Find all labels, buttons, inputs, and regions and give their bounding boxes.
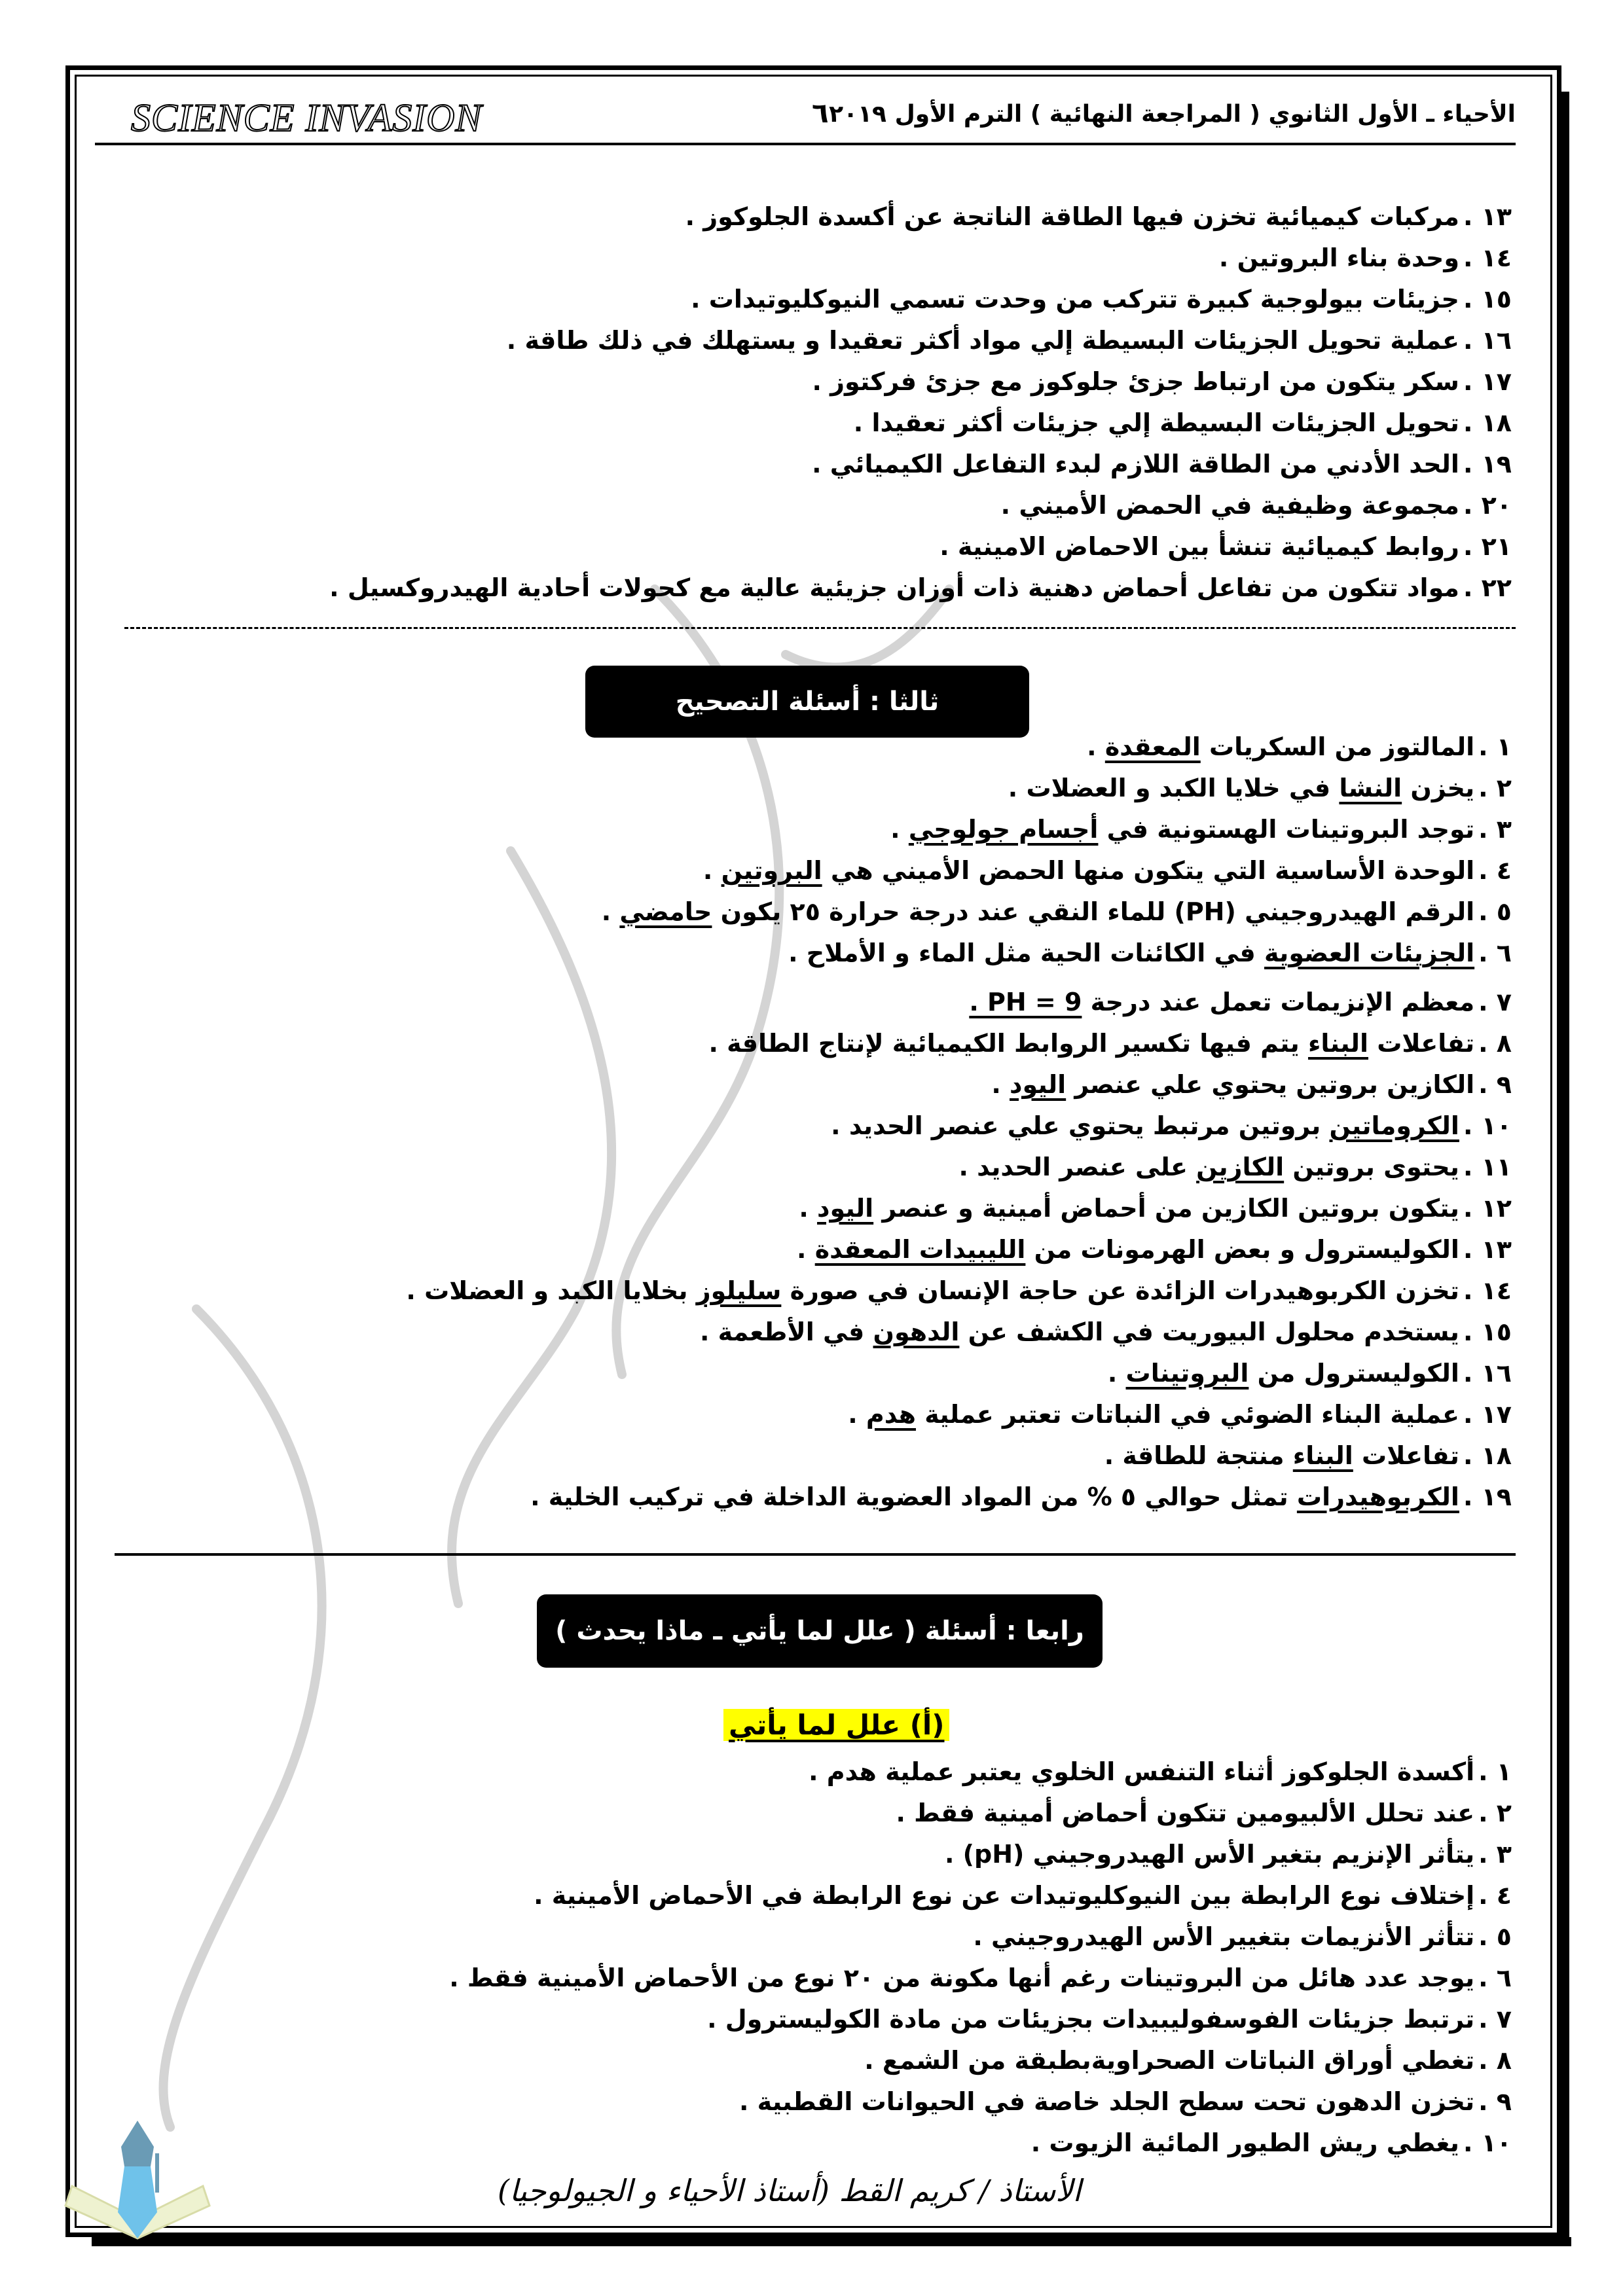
- correction-item: [406, 1394, 1512, 1435]
- underlined-word: اليود: [817, 1194, 874, 1223]
- reason-item: [449, 1875, 1512, 1916]
- item-number: ١٨ .: [1463, 408, 1512, 437]
- correction-item: [406, 1477, 1512, 1518]
- item-text: المالتوز من السكريات: [1200, 732, 1475, 761]
- term-item: [329, 444, 1512, 485]
- reason-item: [449, 1751, 1512, 1793]
- correction-item: [406, 1353, 1512, 1394]
- item-text: .: [890, 815, 909, 844]
- underlined-word: اليود: [1010, 1070, 1067, 1099]
- item-number: ٩ .: [1478, 1070, 1512, 1099]
- correction-item: [406, 1229, 1512, 1270]
- underlined-word: أجسام جولوجي: [908, 815, 1099, 844]
- underlined-word: البناء: [1292, 1441, 1353, 1470]
- item-number: ١٠ .: [1463, 2128, 1512, 2157]
- correction-item: [406, 982, 1512, 1023]
- item-text: .: [702, 856, 721, 885]
- item-text: على عنصر الحديد .: [958, 1153, 1197, 1181]
- item-number: ٥ .: [1478, 1922, 1512, 1951]
- item-number: ١٠ .: [1463, 1111, 1512, 1140]
- item-text: يتم فيها تكسير الروابط الكيميائية لإنتاج الطاقة .: [708, 1029, 1308, 1058]
- solid-divider: [115, 1553, 1516, 1556]
- term-item: [329, 526, 1512, 567]
- item-number: ١٦ .: [1463, 326, 1512, 355]
- item-text: في الكائنات الحية مثل الماء و الأملاح .: [788, 939, 1265, 967]
- correction-item: [406, 1023, 1512, 1064]
- item-number: ٢ .: [1478, 774, 1512, 802]
- item-text: .: [991, 1070, 1010, 1099]
- item-text: تمثل حوالي ٥ % من المواد العضوية الداخلة في تركيب الخلية .: [530, 1482, 1297, 1511]
- item-text: الوحدة الأساسية التي يتكون منها الحمض الأميني هي: [822, 856, 1475, 885]
- item-text: .: [1107, 1359, 1126, 1388]
- corrections-list: [406, 726, 1512, 1518]
- section-4-title: [537, 1594, 1103, 1668]
- item-number: ٢ .: [1478, 1799, 1512, 1827]
- underlined-word: البروتينات: [1125, 1359, 1249, 1388]
- item-number: ٢٠ .: [1463, 491, 1512, 520]
- item-number: ١٧ .: [1463, 367, 1512, 396]
- item-number: ٣ .: [1478, 815, 1512, 844]
- item-text: توجد البروتينات الهستونية في: [1098, 815, 1475, 844]
- correction-item: [406, 1188, 1512, 1229]
- item-text: بروتين مرتبط يحتوي علي عنصر الحديد .: [831, 1111, 1330, 1140]
- dashed-divider: [124, 627, 1516, 629]
- item-text: يستخدم محلول البيوريت في الكشف عن: [959, 1318, 1459, 1346]
- brand-name: SCIENCE INVASION: [131, 96, 483, 139]
- item-text: وحدة بناء البروتين .: [1218, 243, 1459, 272]
- item-number: ١ .: [1478, 732, 1512, 761]
- item-number: ٥ .: [1478, 897, 1512, 926]
- item-text: أكسدة الجلوكوز أثناء التنفس الخلوي يعتبر عملية هدم .: [809, 1757, 1475, 1786]
- underlined-word: النشا: [1339, 774, 1402, 802]
- correction-item: [406, 1435, 1512, 1477]
- item-text: تغطي أوراق النباتات الصحراويةبطبقة من الشمع .: [864, 2046, 1475, 2075]
- item-number: ١٥ .: [1463, 1318, 1512, 1346]
- page-header: [95, 92, 1516, 145]
- item-text: .: [601, 897, 620, 926]
- underlined-word: الكروماتين: [1329, 1111, 1459, 1140]
- item-number: ١١ .: [1463, 1153, 1512, 1181]
- underlined-word: الجزيئات العضوية: [1264, 939, 1475, 967]
- item-text: تفاعلات: [1368, 1029, 1475, 1058]
- item-text: يخزن: [1402, 774, 1475, 802]
- document-title: الأحياء ـ الأول الثانوي ( المراجعة النهائية ) الترم الأول ٢٠١٩: [829, 101, 1516, 128]
- border-shadow: [1561, 92, 1569, 2246]
- item-text: مركبات كيميائية تخزن فيها الطاقة الناتجة عن أكسدة الجلوكوز .: [685, 202, 1459, 231]
- correction-item: [406, 768, 1512, 809]
- item-number: ٨ .: [1478, 2046, 1512, 2075]
- term-item: [329, 238, 1512, 279]
- section-4-title-text: رابعا : أسئلة ( علل لما يأتي ـ ماذا يحدث ): [555, 1616, 1084, 1646]
- underlined-word: البناء: [1307, 1029, 1368, 1058]
- item-number: ٨ .: [1478, 1029, 1512, 1058]
- reasons-list: [449, 1751, 1512, 2164]
- underlined-word: الدهون: [873, 1318, 960, 1346]
- border-shadow: [92, 2237, 1571, 2246]
- item-number: ٦ .: [1478, 939, 1512, 967]
- item-number: ٤ .: [1478, 1881, 1512, 1910]
- term-item: [329, 567, 1512, 609]
- term-item: [329, 279, 1512, 320]
- item-text: .: [1087, 732, 1105, 761]
- item-text: عملية تحويل الجزيئات البسيطة إلي مواد أكثر تعقيدا و يستهلك في ذلك طاقة .: [506, 326, 1459, 355]
- reason-item: [449, 1916, 1512, 1958]
- item-text: معظم الإنزيمات تعمل عند درجة: [1082, 988, 1475, 1016]
- reason-item: [449, 1834, 1512, 1875]
- item-text: يغطي ريش الطيور المائية الزيوت .: [1030, 2128, 1459, 2157]
- item-text: تخزن الدهون تحت سطح الجلد خاصة في الحيوانات القطبية .: [739, 2087, 1475, 2116]
- item-text: الكوليسترول من: [1249, 1359, 1459, 1388]
- item-number: ٦ .: [1478, 1964, 1512, 1992]
- item-text: تفاعلات: [1353, 1441, 1459, 1470]
- item-text: بخلايا الكبد و العضلات .: [406, 1276, 697, 1305]
- item-text: تتأثر الأنزيمات بتغيير الأس الهيدروجيني .: [973, 1922, 1475, 1951]
- item-number: ٢١ .: [1463, 532, 1512, 561]
- item-text: إختلاف نوع الرابطة بين النيوكليوتيدات عن نوع الرابطة في الأحماض الأمينية .: [534, 1881, 1475, 1910]
- item-number: ١٣ .: [1463, 1235, 1512, 1264]
- item-number: ١٦ .: [1463, 1359, 1512, 1388]
- underlined-word: الكربوهيدرات: [1296, 1482, 1459, 1511]
- item-text: مجموعة وظيفية في الحمض الأميني .: [1000, 491, 1459, 520]
- correction-item: [406, 933, 1512, 974]
- item-number: ١٤ .: [1463, 243, 1512, 272]
- correction-item: [406, 850, 1512, 891]
- page-number: ٦: [812, 97, 829, 129]
- item-text: روابط كيميائية تنشأ بين الاحماض الامينية .: [939, 532, 1459, 561]
- underlined-word: الليبيدات المعقدة: [814, 1235, 1026, 1264]
- underlined-word: الكازين: [1196, 1153, 1285, 1181]
- item-text: مواد تتكون من تفاعل أحماض دهنية ذات أوزان جزيئية عالية مع كحولات أحادية الهيدروكسيل .: [329, 573, 1459, 602]
- item-text: يتكون بروتين الكازين من أحماض أمينية و عنصر: [873, 1194, 1459, 1223]
- correction-item: [406, 1064, 1512, 1105]
- item-text: يوجد عدد هائل من البروتينات رغم أنها مكونة من ٢٠ نوع من الأحماض الأمينية فقط .: [449, 1964, 1475, 1992]
- item-text: ترتبط جزيئات الفوسفوليبيدات بجزيئات من مادة الكوليسترول .: [707, 2005, 1475, 2034]
- correction-item: [406, 726, 1512, 768]
- item-text: يتأثر الإنزيم بتغير الأس الهيدروجيني (pH) .: [944, 1840, 1475, 1869]
- subsection-title: (أ) علل لما يأتي: [723, 1709, 949, 1741]
- item-text: تحويل الجزيئات البسيطة إلي جزيئات أكثر تعقيدا .: [853, 408, 1459, 437]
- term-item: [329, 485, 1512, 526]
- underlined-word: البروتين: [721, 856, 822, 885]
- item-text: .: [797, 1235, 815, 1264]
- item-text: يحتوى بروتين: [1284, 1153, 1459, 1181]
- term-item: [329, 361, 1512, 403]
- item-text: .: [848, 1400, 866, 1429]
- underlined-word: سليلوز: [696, 1276, 782, 1305]
- reason-item: [449, 1793, 1512, 1834]
- item-text: الكازين بروتين يحتوي علي عنصر: [1066, 1070, 1475, 1099]
- correction-item: [406, 891, 1512, 933]
- item-number: ٩ .: [1478, 2087, 1512, 2116]
- reason-item: [449, 2040, 1512, 2081]
- item-text: الحد الأدني من الطاقة اللازم لبدء التفاعل الكيميائي .: [812, 450, 1459, 478]
- underlined-word: PH = 9 .: [969, 988, 1082, 1016]
- item-number: ١٢ .: [1463, 1194, 1512, 1223]
- correction-item: [406, 1270, 1512, 1312]
- item-number: ٧ .: [1478, 2005, 1512, 2034]
- item-text: سكر يتكون من ارتباط جزئ جلوكوز مع جزئ فركتوز .: [812, 367, 1459, 396]
- item-text: في الأطعمة .: [699, 1318, 873, 1346]
- item-text: منتجة للطاقة .: [1104, 1441, 1293, 1470]
- item-text: في خلايا الكبد و العضلات .: [1008, 774, 1340, 802]
- item-number: ١٣ .: [1463, 202, 1512, 231]
- graduation-cap-logo-icon: [52, 2108, 223, 2265]
- item-number: ١٩ .: [1463, 450, 1512, 478]
- item-text: الكوليسترول و بعض الهرمونات من: [1025, 1235, 1459, 1264]
- term-item: [329, 196, 1512, 238]
- item-number: ١٧ .: [1463, 1400, 1512, 1429]
- correction-item: [406, 1105, 1512, 1147]
- reason-item: [449, 1999, 1512, 2040]
- item-text: عند تحلل الألبيومين تتكون أحماض أمينية فقط .: [896, 1799, 1475, 1827]
- item-text: عملية البناء الضوئي في النباتات تعتبر عملية: [916, 1400, 1459, 1429]
- item-number: ٣ .: [1478, 1840, 1512, 1869]
- item-number: ١ .: [1478, 1757, 1512, 1786]
- correction-item: [406, 809, 1512, 850]
- item-number: ٧ .: [1478, 988, 1512, 1016]
- terms-list: [329, 196, 1512, 609]
- item-number: ١٥ .: [1463, 285, 1512, 314]
- author-signature: الأستاذ / كريم القط (أستاذ الأحياء و الجيولوجيا): [498, 2173, 1082, 2208]
- correction-item: [406, 1312, 1512, 1353]
- item-text: تخزن الكربوهيدرات الزائدة عن حاجة الإنسان في صورة: [781, 1276, 1459, 1305]
- item-number: ٤ .: [1478, 856, 1512, 885]
- term-item: [329, 403, 1512, 444]
- item-text: .: [799, 1194, 818, 1223]
- reason-item: [449, 2081, 1512, 2123]
- correction-item: [406, 1147, 1512, 1188]
- item-number: ١٩ .: [1463, 1482, 1512, 1511]
- section-3-title-text: ثالثا : أسئلة التصحيح: [675, 687, 939, 717]
- term-item: [329, 320, 1512, 361]
- reason-item: [449, 2123, 1512, 2164]
- item-text: الرقم الهيدروجيني (PH) للماء النقي عند درجة حرارة ٢٥ يكون: [712, 897, 1475, 926]
- item-number: ١٤ .: [1463, 1276, 1512, 1305]
- underlined-word: هدم: [866, 1400, 917, 1429]
- reason-item: [449, 1958, 1512, 1999]
- underlined-word: حامضي: [619, 897, 712, 926]
- item-text: جزيئات بيولوجية كبيرة تتركب من وحدت تسمي النيوكليوتيدات .: [691, 285, 1459, 314]
- item-number: ١٨ .: [1463, 1441, 1512, 1470]
- item-number: ٢٢ .: [1463, 573, 1512, 602]
- underlined-word: المعقدة: [1104, 732, 1201, 761]
